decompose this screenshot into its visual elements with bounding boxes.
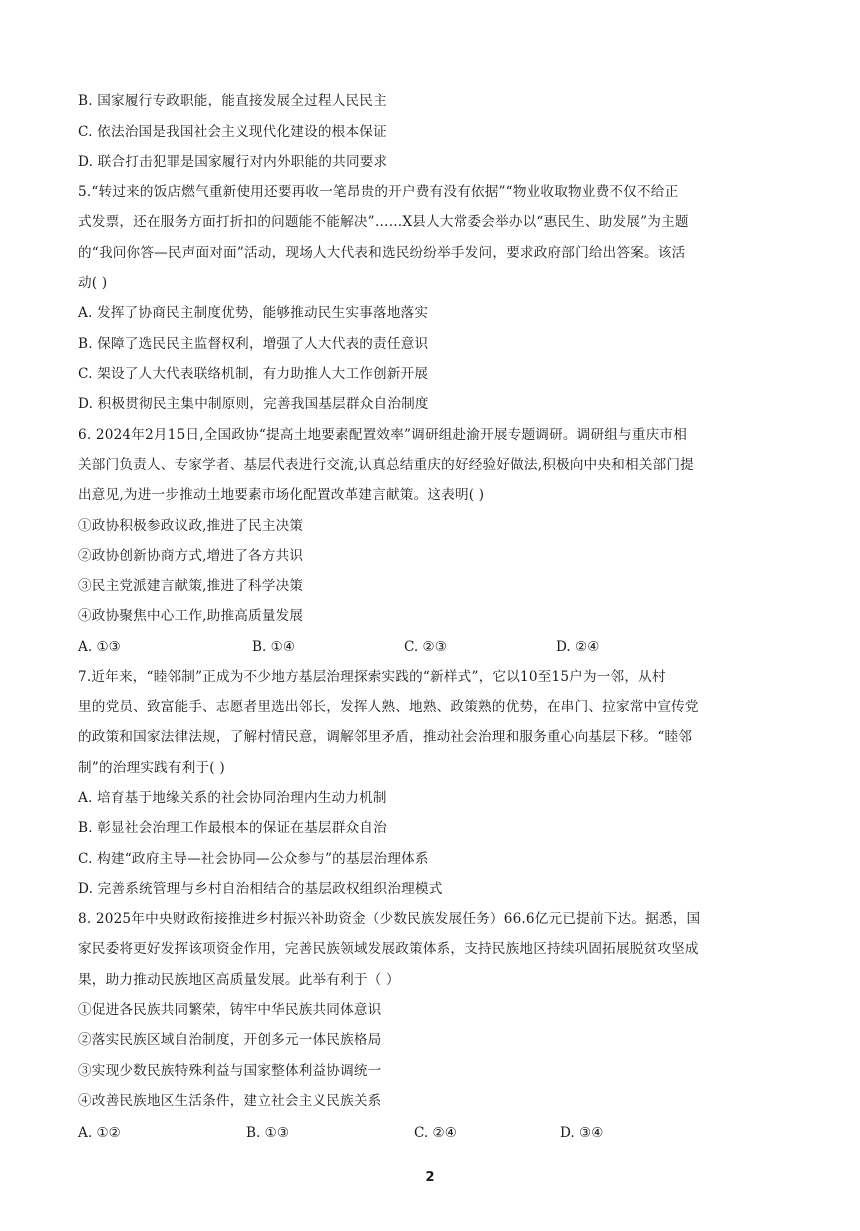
text-line: 的政策和国家法律法规，了解村情民意，调解邻里矛盾，推动社会治理和服务重心向基层下移。“睦邻 [78, 729, 693, 745]
text-line: 式发票，还在服务方面打折扣的问题能不能解决”……X县人大常委会举办以“惠民生、助发展”为主题 [78, 214, 689, 230]
page-number: 2 [425, 1170, 435, 1185]
text-line: A. 培育基于地缘关系的社会协同治理内生动力机制 [78, 790, 387, 806]
text-line: D. 积极贯彻民主集中制原则，完善我国基层群众自治制度 [78, 396, 429, 412]
text-line: C. 依法治国是我国社会主义现代化建设的根本保证 [78, 124, 387, 140]
text-line: B. 国家履行专政职能，能直接发展全过程人民民主 [78, 93, 387, 109]
text-line: ③实现少数民族特殊利益与国家整体利益协调统一 [78, 1063, 382, 1079]
text-line: ②政协创新协商方式,增进了各方共识 [78, 548, 304, 564]
text-line: A. 发挥了协商民主制度优势，能够推动民生实事落地落实 [78, 305, 429, 321]
q6-option-a: A. ①③ [78, 639, 121, 655]
text-line: 8. 2025年中央财政衔接推进乡村振兴补助资金（少数民族发展任务）66.6亿元已提前下达。据悉，国 [78, 911, 701, 927]
text-line: B. 彰显社会治理工作最根本的保证在基层群众自治 [78, 820, 387, 836]
text-line: ④政协聚焦中心工作,助推高质量发展 [78, 608, 304, 624]
text-line: ②落实民族区域自治制度，开创多元一体民族格局 [78, 1032, 382, 1048]
text-line: ①促进各民族共同繁荣，铸牢中华民族共同体意识 [78, 1002, 382, 1018]
text-line: C. 构建“政府主导—社会协同—公众参与”的基层治理体系 [78, 851, 429, 867]
text-line: C. 架设了人大代表联络机制，有力助推人大工作创新开展 [78, 366, 429, 382]
text-line: 果，助力推动民族地区高质量发展。此举有利于（ ） [78, 972, 400, 988]
text-line: ①政协积极参政议政,推进了民主决策 [78, 518, 304, 534]
text-line: 6. 2024年2月15日,全国政协“提高土地要素配置效率”调研组赴渝开展专题调研。调研组与重庆市相 [78, 427, 688, 443]
q6-option-d: D. ②④ [556, 639, 600, 655]
text-line: 制”的治理实践有利于( ) [78, 760, 225, 776]
text-line: 出意见,为进一步推动土地要素市场化配置改革建言献策。这表明( ) [78, 487, 485, 503]
q8-option-d: D. ③④ [560, 1125, 604, 1141]
q8-options [78, 1124, 778, 1142]
text-line: D. 完善系统管理与乡村自治相结合的基层政权组织治理模式 [78, 881, 443, 897]
q6-option-b: B. ①④ [252, 639, 296, 655]
q8-option-b: B. ①③ [246, 1125, 290, 1141]
text-line: 家民委将更好发挥该项资金作用，完善民族领域发展政策体系，支持民族地区持续巩固拓展脱贫攻坚成 [78, 941, 699, 957]
text-line: ③民主党派建言献策,推进了科学决策 [78, 578, 304, 594]
text-line: 的“我问你答—民声面对面”活动，现场人大代表和选民纷纷举手发问，要求政府部门给出答案。该活 [78, 245, 686, 261]
text-line: D. 联合打击犯罪是国家履行对内外职能的共同要求 [78, 154, 388, 170]
q8-option-c: C. ②④ [414, 1125, 457, 1141]
text-line: ④改善民族地区生活条件，建立社会主义民族关系 [78, 1093, 382, 1109]
text-line: 关部门负责人、专家学者、基层代表进行交流,认真总结重庆的好经验好做法,积极向中央和相关部门提 [78, 457, 694, 473]
text-line: B. 保障了选民民主监督权利，增强了人大代表的责任意识 [78, 336, 429, 352]
q8-option-a: A. ①② [78, 1125, 121, 1141]
text-line: 里的党员、致富能手、志愿者里选出邻长，发挥人熟、地熟、政策熟的优势，在串门、拉家常中宣传党 [78, 699, 699, 715]
text-line: 7.近年来，“睦邻制”正成为不少地方基层治理探索实践的“新样式”，它以10至15户为一邻，从村 [78, 669, 666, 685]
q6-option-c: C. ②③ [404, 639, 447, 655]
q6-options [78, 638, 778, 656]
text-line: 5.“转过来的饭店燃气重新使用还要再收一笔昂贵的开户费有没有依据”“物业收取物业费不仅不给正 [78, 184, 679, 200]
text-line: 动( ) [78, 275, 108, 291]
